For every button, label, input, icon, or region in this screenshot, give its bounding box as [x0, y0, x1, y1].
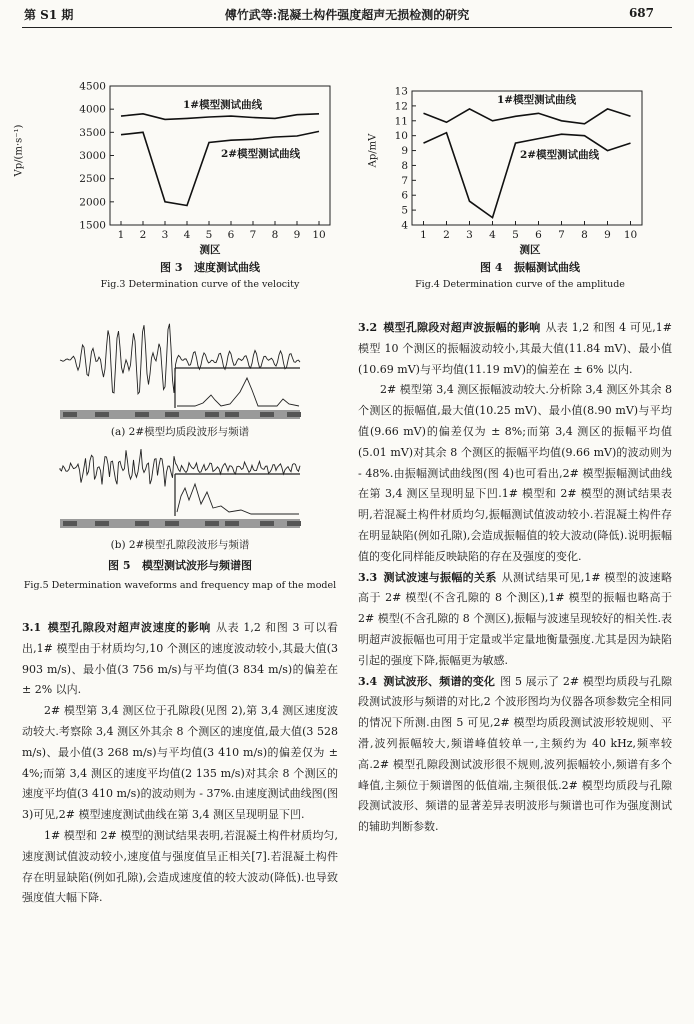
- fig5a-subcaption: (a) 2#模型均质段波形与频谱: [110, 426, 250, 438]
- waveform-a-trace: [60, 324, 300, 394]
- amplitude-series-2-line: [424, 133, 631, 218]
- amplitude-ytick-label: 13: [394, 85, 408, 98]
- amplitude-xtick-label: 9: [604, 229, 611, 241]
- statusbar-mark: [63, 521, 77, 526]
- velocity-series2-label: 2#模型测试曲线: [221, 148, 301, 160]
- velocity-xtick-label: 10: [312, 229, 326, 241]
- section-3-4: [358, 672, 672, 838]
- section-3-2-title: 模型孔隙段对超声波振幅的影响: [383, 321, 541, 334]
- statusbar-mark: [135, 412, 149, 417]
- amplitude-ylabel: Ap/mV: [367, 133, 379, 168]
- amplitude-xtick-label: 2: [443, 229, 450, 241]
- amplitude-xtick-label: 8: [581, 229, 588, 241]
- section-3-1-title: 模型孔隙段对超声波速度的影响: [47, 621, 211, 634]
- amplitude-ytick-label: 10: [394, 130, 408, 143]
- velocity-xtick-label: 2: [139, 229, 147, 241]
- spectrum-a-trace: [177, 378, 299, 406]
- section-3-3-number: 3.3: [358, 570, 378, 584]
- section-3-4-number: 3.4: [358, 674, 378, 688]
- statusbar-mark: [287, 521, 301, 526]
- header-rule: [22, 27, 672, 28]
- velocity-xtick-label: 9: [293, 229, 301, 241]
- velocity-ytick-label: 4000: [79, 103, 106, 116]
- section-3-4-para: 图 5 展示了 2# 模型均质段与孔隙段测试波形与频谱的对比,2 个波形图均为仪器各项参数完全相同的情况下所测.由图 5 可见,2# 模型均质段测试波形较规则、平滑,波列振幅较大,频谱峰值较单一,主频约为 40 kHz,频率较高.2# 模型孔隙段测试波形很不规则,波列振幅较小,频谱有多个峰值,主频位于频谱图的低值端,主频很低.2# 模型均质段与孔隙段测试波形、频谱的显著差异表明波形与频谱也可作为强度测试的辅助判断参数.: [358, 674, 673, 834]
- amplitude-xtick-label: 1: [420, 229, 427, 241]
- section-3-1-number: 3.1: [22, 621, 42, 634]
- amplitude-series2-label: 2#模型测试曲线: [520, 149, 600, 161]
- amplitude-chart-axes: [395, 86, 642, 242]
- velocity-xtick-label: 8: [271, 229, 279, 241]
- amplitude-xtick-label: 6: [535, 229, 542, 241]
- page-number: 687: [628, 6, 654, 20]
- section-3-3: [358, 568, 672, 672]
- statusbar-mark: [135, 521, 149, 526]
- statusbar-mark: [287, 412, 301, 417]
- velocity-xtick-label: 1: [117, 229, 125, 241]
- section-3-2-para-2: 2# 模型第 3,4 测区振幅波动较大.分析除 3,4 测区外其余 8 个测区的振幅值,最大值(10.25 mV)、最小值(8.90 mV)与平均值(9.66 mV)的偏差仅为 ± 8%;而第 3,4 测区的振幅平均值(5.01 mV)对其余 8 个测区的振幅平均值(9.66 mV)的波动则为 - 48%.由振幅测试曲线图(图 4)也可看出,2# 模型振幅测试曲线在第 3,4 测区呈现明显下凹.1# 模型和 2# 模型的测试结果表明,若混凝土构件材质均匀,振幅测试值波动较小.若混凝土构件存在明显缺陷(例如孔隙),会造成振幅值的较大波动(降低).说明振幅值的变化同样能反映缺陷的存在及强度的变化.: [358, 383, 672, 563]
- amplitude-ytick-label: 11: [394, 115, 408, 128]
- amplitude-ytick-label: 8: [401, 159, 408, 172]
- amplitude-ytick-label: 12: [394, 100, 408, 113]
- fig5-caption-cn: 图 5 模型测试波形与频谱图: [108, 559, 252, 572]
- section-3-2-number: 3.2: [358, 321, 378, 334]
- section-3-3-para: 从测试结果可见,1# 模型的波速略高于 2# 模型(不含孔隙的 8 个测区),1# 模型的振幅也略高于 2# 模型(不含孔隙的 8 个测区),振幅与波速呈现较好的相关性.表明超声波振幅也可用于定量或半定量地衡量强度.尤其是因为缺陷引起的强度下降,振幅更为敏感.: [358, 570, 673, 667]
- spectrum-b-trace: [177, 484, 299, 514]
- amplitude-chart-series: [424, 109, 631, 218]
- amplitude-ytick-label: 9: [401, 145, 408, 158]
- fig5b-subcaption: (b) 2#模型孔隙段波形与频谱: [110, 539, 250, 551]
- amplitude-xtick-label: 10: [623, 229, 638, 241]
- waveform-b-trace: [60, 449, 300, 487]
- section-3-1-para-2: 2# 模型第 3,4 测区位于孔隙段(见图 2),第 3,4 测区速度波动较大.考察除 3,4 测区外其余 8 个测区的速度值,最大值(3 528 m/s)、最小值(3 268 m/s)与平均值(3 410 m/s)的偏差仅为 ± 4%;而第 3,4 测区的速度平均值(2 135 m/s)对其余 8 个测区的速度平均值(3 410 m/s)的波动则为 - 37%.由速度测试曲线图(图 3)可见,2# 模型速度测试曲线在第 3,4 测区呈现明显下凹.: [22, 704, 338, 822]
- velocity-xtick-label: 3: [161, 229, 169, 241]
- section-3-1-para-3: 1# 模型和 2# 模型的测试结果表明,若混凝土构件材质均匀,速度测试值波动较小,速度值与强度值呈正相关[7].若混凝土构件存在明显缺陷(例如孔隙),会造成速度值的较大波动(降低).也导致强度值大幅下降.: [22, 828, 338, 905]
- right-column: [358, 318, 672, 838]
- running-title: 傅竹武等:混凝土构件强度超声无损检测的研究: [224, 8, 470, 22]
- velocity-xtick-label: 5: [205, 229, 213, 241]
- velocity-series-2-line: [121, 131, 319, 205]
- amplitude-series-1-line: [424, 109, 631, 124]
- issue-label: 第 S1 期: [24, 8, 74, 22]
- waveform-b-image: [55, 448, 305, 533]
- velocity-ytick-label: 3000: [79, 150, 106, 162]
- statusbar-mark: [165, 521, 179, 526]
- statusbar-mark: [95, 412, 109, 417]
- velocity-xtick-label: 4: [183, 229, 191, 241]
- statusbar-mark: [63, 412, 77, 417]
- fig4-caption-cn: 图 4 振幅测试曲线: [480, 261, 580, 274]
- fig4-caption-en: Fig.4 Determination curve of the amplitude: [415, 279, 625, 290]
- waveform-a-image: [55, 300, 305, 425]
- statusbar-mark: [260, 521, 274, 526]
- velocity-ytick-label: 1500: [79, 219, 106, 232]
- velocity-ytick-label: 2000: [79, 196, 106, 209]
- statusbar-mark: [95, 521, 109, 526]
- amplitude-ytick-label: 6: [401, 189, 408, 202]
- velocity-ytick-label: 3500: [79, 126, 106, 139]
- statusbar-mark: [260, 412, 274, 417]
- section-3-2: [358, 318, 672, 380]
- statusbar-mark: [165, 412, 179, 417]
- amplitude-xlabel: 测区: [519, 244, 541, 256]
- waveform-b: [55, 448, 305, 533]
- velocity-series-1-line: [121, 114, 319, 120]
- velocity-ylabel: Vp/(m·s⁻¹): [13, 124, 25, 177]
- velocity-ytick-label: 4500: [79, 80, 106, 93]
- amplitude-xtick-label: 5: [512, 229, 519, 241]
- section-3-4-title: 测试波形、频谱的变化: [383, 674, 496, 688]
- section-3-1: [22, 618, 338, 701]
- amplitude-series1-label: 1#模型测试曲线: [497, 94, 577, 106]
- fig3-caption-en: Fig.3 Determination curve of the velocity: [100, 279, 300, 290]
- section-3-3-title: 测试波速与振幅的关系: [383, 570, 497, 584]
- amplitude-xtick-label: 4: [489, 229, 496, 241]
- statusbar-mark: [225, 412, 239, 417]
- velocity-series1-label: 1#模型测试曲线: [183, 99, 263, 111]
- statusbar-mark: [205, 521, 219, 526]
- amplitude-xtick-label: 7: [558, 229, 565, 241]
- fig3-caption-cn: 图 3 速度测试曲线: [160, 261, 260, 274]
- statusbar-mark: [205, 412, 219, 417]
- section-3-1-para-1: 从表 1,2 和图 3 可以看出,1# 模型由于材质均匀,10 个测区的速度波动较小,其最大值(3 903 m/s)、最小值(3 756 m/s)与平均值(3 834 m/s)的偏差在 ± 2% 以内.: [22, 621, 338, 697]
- amplitude-ytick-label: 7: [401, 174, 408, 187]
- velocity-xlabel: 测区: [199, 244, 221, 256]
- amplitude-ytick-label: 4: [401, 219, 408, 232]
- section-3-2-para-1: 从表 1,2 和图 4 可见,1# 模型 10 个测区的振幅波动较小,其最大值(11.84 mV)、最小值(10.69 mV)与平均值(11.19 mV)的偏差在 ± 6% 以内.: [358, 321, 672, 376]
- velocity-ytick-label: 2500: [79, 173, 106, 186]
- velocity-xtick-label: 7: [249, 229, 257, 241]
- fig5-caption-en: Fig.5 Determination waveforms and frequency map of the model: [23, 580, 337, 591]
- amplitude-ytick-label: 5: [401, 204, 408, 217]
- waveform-a: [55, 300, 305, 425]
- left-column: [22, 618, 338, 909]
- amplitude-xtick-label: 3: [466, 229, 473, 241]
- velocity-xtick-label: 6: [227, 229, 235, 241]
- statusbar-mark: [225, 521, 239, 526]
